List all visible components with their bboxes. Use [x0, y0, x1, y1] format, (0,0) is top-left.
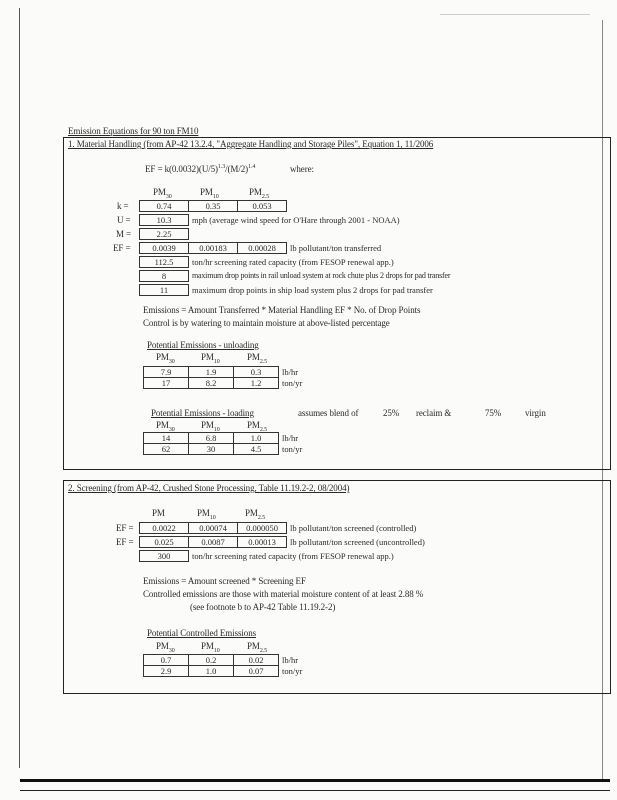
cell: 1.9 — [189, 367, 234, 378]
cell: 2.9 — [144, 666, 189, 677]
unit: lb/hr — [282, 655, 299, 665]
table-row — [144, 666, 305, 677]
cell: 2.25 — [140, 229, 189, 240]
cell: 300 — [140, 551, 189, 562]
controlled-table — [143, 654, 305, 677]
unit: lb/hr — [282, 367, 299, 377]
cell: 10.3 — [140, 215, 189, 226]
col-header-pm30: $PM_{30}$ — [153, 187, 172, 200]
cell: 0.7 — [144, 655, 189, 666]
cell: 11 — [140, 285, 189, 296]
unload-header-pm10: $PM_{10}$ — [201, 352, 220, 365]
note: ton/hr screening rated capacity (from FESOP renewal app.) — [192, 257, 394, 267]
unit: lb/hr — [282, 433, 299, 443]
controlled-title: Potential Controlled Emissions — [147, 628, 256, 638]
note: lb pollutant/ton screened (uncontrolled) — [290, 537, 425, 547]
cell: 8.2 — [189, 378, 234, 389]
cell: 14 — [144, 433, 189, 444]
loading-pct1: 25% — [383, 408, 400, 418]
cell: 0.0087 — [189, 537, 238, 548]
param-m-label: M = — [116, 229, 132, 239]
loading-title: Potential Emissions - loading — [151, 408, 254, 418]
table-row — [144, 444, 305, 455]
cell: 1.0 — [189, 666, 234, 677]
table-row — [144, 433, 305, 444]
param-ef-label: EF = — [113, 243, 131, 253]
cell: 17 — [144, 378, 189, 389]
loading-table — [143, 432, 305, 455]
s2-ef-uncontrolled-label: EF = — [116, 537, 134, 547]
note: ton/hr screening rated capacity (from FESOP renewal app.) — [192, 551, 394, 561]
cell: 7.9 — [144, 367, 189, 378]
note: maximum drop points in rail unload system at rock chute plus 2 drops for pad transfer — [192, 271, 451, 280]
param-u-row — [139, 214, 402, 226]
formula-line-2: Control is by watering to maintain moisture at above-listed percentage — [143, 318, 390, 328]
loading-material1: reclaim & — [416, 408, 452, 418]
cell: 0.0022 — [140, 523, 189, 534]
scan-bottom-line — [20, 790, 610, 791]
scan-left-edge — [19, 8, 20, 768]
param-k-row — [139, 200, 287, 212]
s2-header-pm: PM — [152, 508, 165, 518]
table-row — [144, 378, 305, 389]
param-u-label: U = — [117, 215, 131, 225]
cell: 0.025 — [140, 537, 189, 548]
ship-drop-row — [139, 284, 435, 296]
unload-header-pm25: $PM_{2.5}$ — [247, 352, 268, 365]
s2-formula-line-1: Emissions = Amount screened * Screening EF — [143, 576, 306, 586]
cell: 0.000050 — [238, 523, 287, 534]
cell: 0.00013 — [238, 537, 287, 548]
loading-material2: virgin — [525, 408, 546, 418]
cell: 0.02 — [234, 655, 279, 666]
formula-line-1: Emissions = Amount Transferred * Material Handling EF * No. of Drop Points — [143, 305, 421, 315]
load-header-pm25: $PM_{2.5}$ — [247, 420, 268, 433]
scan-bottom-bar — [20, 779, 610, 782]
cell: 0.00074 — [189, 523, 238, 534]
table-row — [144, 367, 305, 378]
s2-formula-line-2: Controlled emissions are those with material moisture content of at least 2.88 % — [143, 589, 424, 599]
note: mph (average wind speed for O'Hare through 2001 - NOAA) — [192, 215, 400, 225]
equation: EF = $k(0.0032)(U/5)^{1.3}/(M/2)^{1.4}$ — [145, 164, 256, 174]
section-1-box — [63, 137, 611, 470]
cell: 112.5 — [140, 257, 189, 268]
ctrl-header-pm30: $PM_{30}$ — [156, 641, 175, 654]
s2-formula-line-3: (see footnote b to AP-42 Table 11.19.2-2) — [190, 602, 336, 612]
cell: 4.5 — [234, 444, 279, 455]
ctrl-header-pm10: $PM_{10}$ — [201, 641, 220, 654]
note: maximum drop points in ship load system plus 2 drops for pad transfer — [192, 285, 433, 295]
equation-where: where: — [290, 164, 314, 174]
load-header-pm10: $PM_{10}$ — [201, 420, 220, 433]
unit: ton/yr — [282, 666, 303, 676]
section-2-heading: 2. Screening (from AP-42, Crushed Stone Processing, Table 11.19.2-2, 08/2004) — [68, 483, 350, 493]
note: lb pollutant/ton screened (controlled) — [290, 523, 417, 533]
cell: 30 — [189, 444, 234, 455]
section-1-heading: 1. Material Handling (from AP-42 13.2.4, "Aggregate Handling and Storage Piles", Equation 1, 11/2006 — [68, 139, 434, 149]
ctrl-header-pm25: $PM_{2.5}$ — [247, 641, 268, 654]
col-header-pm25: $PM_{2.5}$ — [249, 187, 270, 200]
unload-header-pm30: $PM_{30}$ — [156, 352, 175, 365]
loading-assumes: assumes blend of — [298, 408, 359, 418]
load-header-pm30: $PM_{30}$ — [156, 420, 175, 433]
unit: ton/yr — [282, 378, 303, 388]
cell: 0.35 — [189, 201, 238, 212]
cell: 0.2 — [189, 655, 234, 666]
unit: ton/yr — [282, 444, 303, 454]
s2-header-pm25: $PM_{2.5}$ — [245, 508, 266, 521]
cell: 1.2 — [234, 378, 279, 389]
col-header-pm10: $PM_{10}$ — [200, 187, 219, 200]
scan-artifact — [440, 14, 590, 15]
unloading-table — [143, 366, 305, 389]
cell: 0.0039 — [140, 243, 189, 254]
s2-ef-controlled-label: EF = — [116, 523, 134, 533]
s2-ef-uncontrolled-row — [139, 536, 427, 548]
param-m-row — [139, 228, 189, 240]
cell: 0.00183 — [189, 243, 238, 254]
s2-capacity-row — [139, 550, 396, 562]
cell: 0.053 — [238, 201, 287, 212]
note: lb pollutant/ton transferred — [290, 243, 382, 253]
cell: 0.74 — [140, 201, 189, 212]
cell: 0.3 — [234, 367, 279, 378]
cell: 0.00028 — [238, 243, 287, 254]
cell: 62 — [144, 444, 189, 455]
page-title: Emission Equations for 90 ton FM10 — [68, 126, 199, 136]
table-row — [144, 655, 305, 666]
cell: 1.0 — [234, 433, 279, 444]
loading-pct2: 75% — [485, 408, 502, 418]
cell: 6.8 — [189, 433, 234, 444]
unloading-title: Potential Emissions - unloading — [147, 340, 259, 350]
capacity-row — [139, 256, 396, 268]
param-k-label: k = — [117, 201, 129, 211]
rail-drop-row — [139, 270, 452, 282]
param-ef-row — [139, 242, 383, 254]
cell: 8 — [140, 271, 189, 282]
s2-ef-controlled-row — [139, 522, 418, 534]
s2-header-pm10: $PM_{10}$ — [197, 508, 216, 521]
cell: 0.07 — [234, 666, 279, 677]
